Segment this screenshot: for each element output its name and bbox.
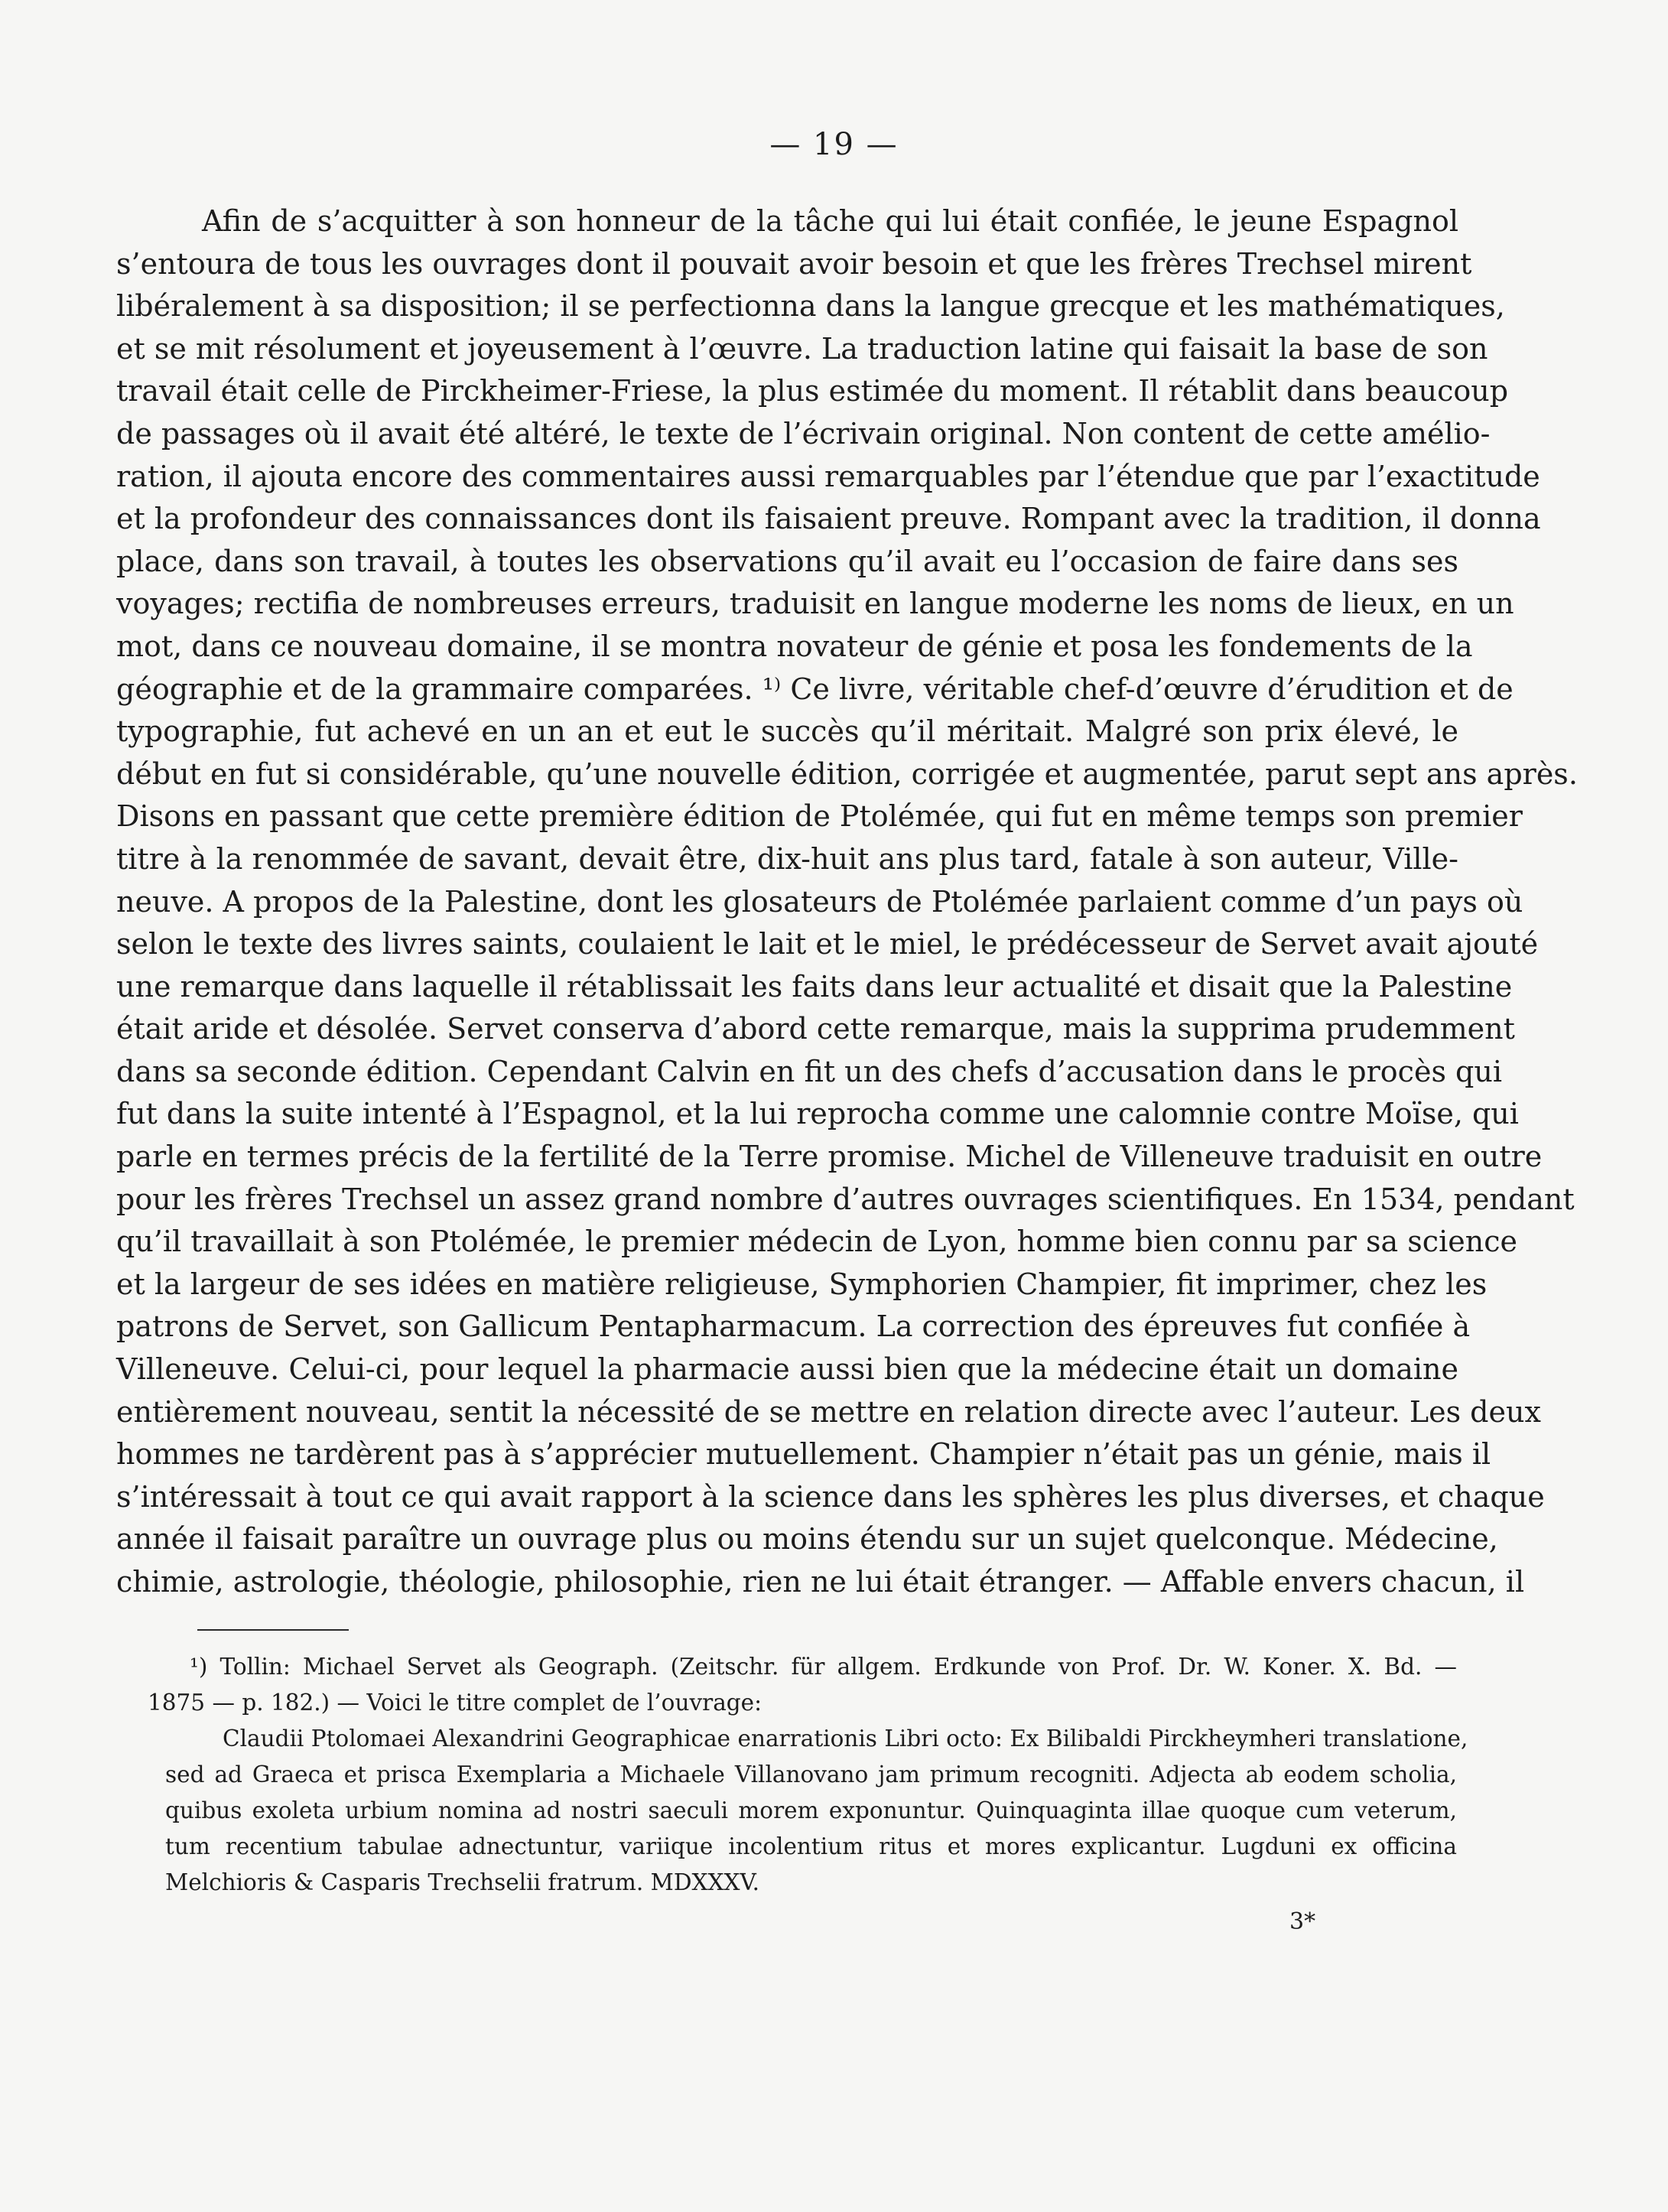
footnote-line: Claudii Ptolomaei Alexandrini Geographicae enarrationis Libri octo: Ex Bilibaldi Pirckheymheri translatione,	[223, 1726, 1468, 1752]
body-line: entièrement nouveau, sentit la nécessité de se mettre en relation directe avec l’auteur. Les deux	[116, 1394, 1541, 1429]
body-text	[116, 200, 1578, 1604]
body-line: ration, il ajouta encore des commentaires aussi remarquables par l’étendue que par l’exactitude	[116, 459, 1540, 493]
body-line: début en fut si considérable, qu’une nouvelle édition, corrigée et augmentée, parut sept ans après.	[116, 756, 1578, 791]
body-line: géographie et de la grammaire comparées. ¹⁾ Ce livre, véritable chef-d’œuvre d’érudition et de	[116, 672, 1514, 706]
footnote-line: ¹) Tollin: Michael Servet als Geograph. (Zeitschr. für allgem. Erdkunde von Prof. Dr. W. Koner. X. Bd. —	[190, 1654, 1457, 1680]
footnote-line: 1875 — p. 182.) — Voici le titre complet de l’ouvrage:	[148, 1690, 762, 1716]
footnote-line: tum recentium tabulae adnectuntur, variique incolentium ritus et mores explicantur. Lugduni ex officina	[165, 1833, 1457, 1859]
body-line: s’intéressait à tout ce qui avait rapport à la science dans les sphères les plus diverses, et chaque	[116, 1479, 1545, 1514]
footnote-line: sed ad Graeca et prisca Exemplaria a Michaele Villanovano jam primum recogniti. Adjecta ab eodem scholia,	[165, 1761, 1457, 1787]
footnote-line: quibus exoleta urbium nomina ad nostri saeculi morem exponuntur. Quinquaginta illae quoque cum veterum,	[165, 1797, 1457, 1823]
body-line: mot, dans ce nouveau domaine, il se montra novateur de génie et posa les fondements de la	[116, 629, 1473, 663]
body-line: et la largeur de ses idées en matière religieuse, Symphorien Champier, fit imprimer, chez les	[116, 1267, 1488, 1301]
footnote-divider	[197, 1629, 349, 1631]
signature-mark: 3*	[1289, 1908, 1316, 1935]
body-line: travail était celle de Pirckheimer-Friese, la plus estimée du moment. Il rétablit dans beaucoup	[116, 374, 1509, 408]
body-line: Disons en passant que cette première édition de Ptolémée, qui fut en même temps son premier	[116, 799, 1523, 834]
body-line: libéralement à sa disposition; il se perfectionna dans la langue grecque et les mathématiques,	[116, 289, 1505, 324]
footnote-line: Melchioris & Casparis Trechselii fratrum. MDXXXV.	[165, 1869, 760, 1895]
body-line: place, dans son travail, à toutes les observations qu’il avait eu l’occasion de faire dans ses	[116, 544, 1458, 578]
body-line: titre à la renommée de savant, devait être, dix-huit ans plus tard, fatale à son auteur, Ville-	[116, 841, 1458, 876]
body-line: typographie, fut achevé en un an et eut le succès qu’il méritait. Malgré son prix élevé, le	[116, 714, 1458, 749]
page-number: — 19 —	[769, 127, 899, 162]
body-line: une remarque dans laquelle il rétablissait les faits dans leur actualité et disait que la Palestine	[116, 969, 1513, 1004]
body-line: de passages où il avait été altéré, le texte de l’écrivain original. Non content de cette amélio-	[116, 416, 1491, 451]
body-line: Afin de s’acquitter à son honneur de la tâche qui lui était confiée, le jeune Espagnol	[202, 204, 1458, 238]
footnotes	[148, 1649, 1468, 1901]
body-line: était aride et désolée. Servet conserva d’abord cette remarque, mais la supprima prudemment	[116, 1012, 1515, 1046]
body-line: dans sa seconde édition. Cependant Calvin en fit un des chefs d’accusation dans le procès qui	[116, 1054, 1502, 1088]
body-line: et se mit résolument et joyeusement à l’œuvre. La traduction latine qui faisait la base de son	[116, 331, 1488, 366]
body-line: parle en termes précis de la fertilité de la Terre promise. Michel de Villeneuve traduisit en outre	[116, 1140, 1543, 1174]
body-line: s’entoura de tous les ouvrages dont il pouvait avoir besoin et que les frères Trechsel mirent	[116, 246, 1472, 281]
body-line: qu’il travaillait à son Ptolémée, le premier médecin de Lyon, homme bien connu par sa science	[116, 1225, 1517, 1259]
body-line: année il faisait paraître un ouvrage plus ou moins étendu sur un sujet quelconque. Médecine,	[116, 1522, 1498, 1557]
body-line: et la profondeur des connaissances dont ils faisaient preuve. Rompant avec la tradition, il donna	[116, 502, 1541, 536]
body-line: chimie, astrologie, théologie, philosophie, rien ne lui était étranger. — Affable envers chacun, il	[116, 1565, 1525, 1599]
body-line: neuve. A propos de la Palestine, dont les glosateurs de Ptolémée parlaient comme d’un pays où	[116, 884, 1523, 919]
body-line: hommes ne tardèrent pas à s’apprécier mutuellement. Champier n’était pas un génie, mais il	[116, 1437, 1491, 1472]
body-line: patrons de Servet, son Gallicum Pentapharmacum. La correction des épreuves fut confiée à	[116, 1309, 1471, 1344]
body-line: pour les frères Trechsel un assez grand nombre d’autres ouvrages scientifiques. En 1534, pendant	[116, 1182, 1575, 1216]
body-line: selon le texte des livres saints, coulaient le lait et le miel, le prédécesseur de Servet avait ajouté	[116, 927, 1539, 961]
body-line: fut dans la suite intenté à l’Espagnol, et la lui reprocha comme une calomnie contre Moïse, qui	[116, 1097, 1519, 1131]
body-line: Villeneuve. Celui-ci, pour lequel la pharmacie aussi bien que la médecine était un domaine	[116, 1352, 1458, 1387]
body-line: voyages; rectifia de nombreuses erreurs, traduisit en langue moderne les noms de lieux, en un	[116, 587, 1514, 621]
